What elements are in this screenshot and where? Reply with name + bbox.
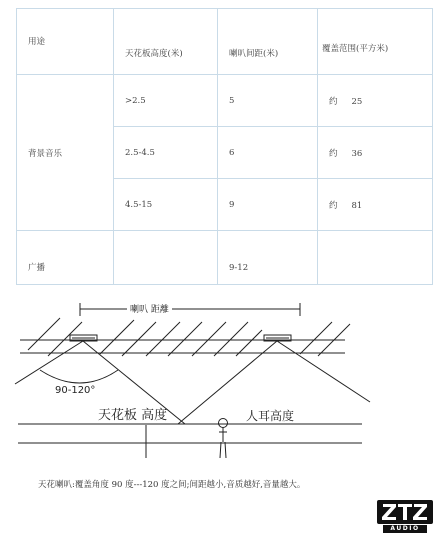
category-background-music: 背景音乐 [17, 75, 114, 231]
cell-height: 2.5-4.5 [114, 127, 218, 179]
header-speaker-spacing: 喇叭间距(米) [218, 9, 318, 75]
angle-arc [40, 370, 118, 383]
cell-spacing: 5 [218, 75, 318, 127]
logo-glyphs [377, 500, 433, 524]
header-coverage: 覆盖范围(平方米) [318, 9, 433, 75]
caption-text: 天花喇叭:覆盖角度 90 度---120 度之间;间距越小,音质越好,音量越大。 [38, 480, 306, 490]
cell-coverage [318, 179, 433, 231]
ear-height-label: 人耳高度 [246, 409, 295, 423]
cell-spacing: 6 [218, 127, 318, 179]
ceiling-hatch [28, 318, 350, 356]
ceiling-height-label: 天花板 高度 [98, 408, 168, 423]
coverage-value: 25 [351, 96, 363, 107]
coverage-left-outer [15, 341, 83, 384]
cell-spacing: 9-12 [218, 231, 318, 285]
diagram-drawing [0, 292, 448, 462]
table-header-row [17, 9, 433, 75]
cell-height [114, 231, 218, 285]
angle-label: 90-120° [55, 385, 96, 396]
coverage-value: 81 [351, 200, 363, 211]
cell-coverage [318, 127, 433, 179]
speaker-placement-diagram [0, 292, 448, 462]
logo-subtext: AUDIO [383, 525, 427, 533]
spec-table [16, 8, 433, 285]
cell-coverage [318, 75, 433, 127]
approx-label: 约 [329, 96, 338, 107]
table-row [17, 231, 433, 285]
approx-label: 约 [329, 148, 338, 159]
header-ceiling-height: 天花板高度(米) [114, 9, 218, 75]
logo-mark [377, 500, 433, 524]
coverage-value: 36 [351, 148, 363, 159]
speaker-distance-label: 喇叭 距離 [127, 302, 172, 315]
ztz-audio-logo [377, 500, 433, 534]
cell-coverage [318, 231, 433, 285]
cell-height: >2.5 [114, 75, 218, 127]
cell-spacing: 9 [218, 179, 318, 231]
table-row [17, 75, 433, 127]
approx-label: 约 [329, 200, 338, 211]
header-use: 用途 [17, 9, 114, 75]
category-broadcast: 广播 [17, 231, 114, 285]
cell-height: 4.5-15 [114, 179, 218, 231]
